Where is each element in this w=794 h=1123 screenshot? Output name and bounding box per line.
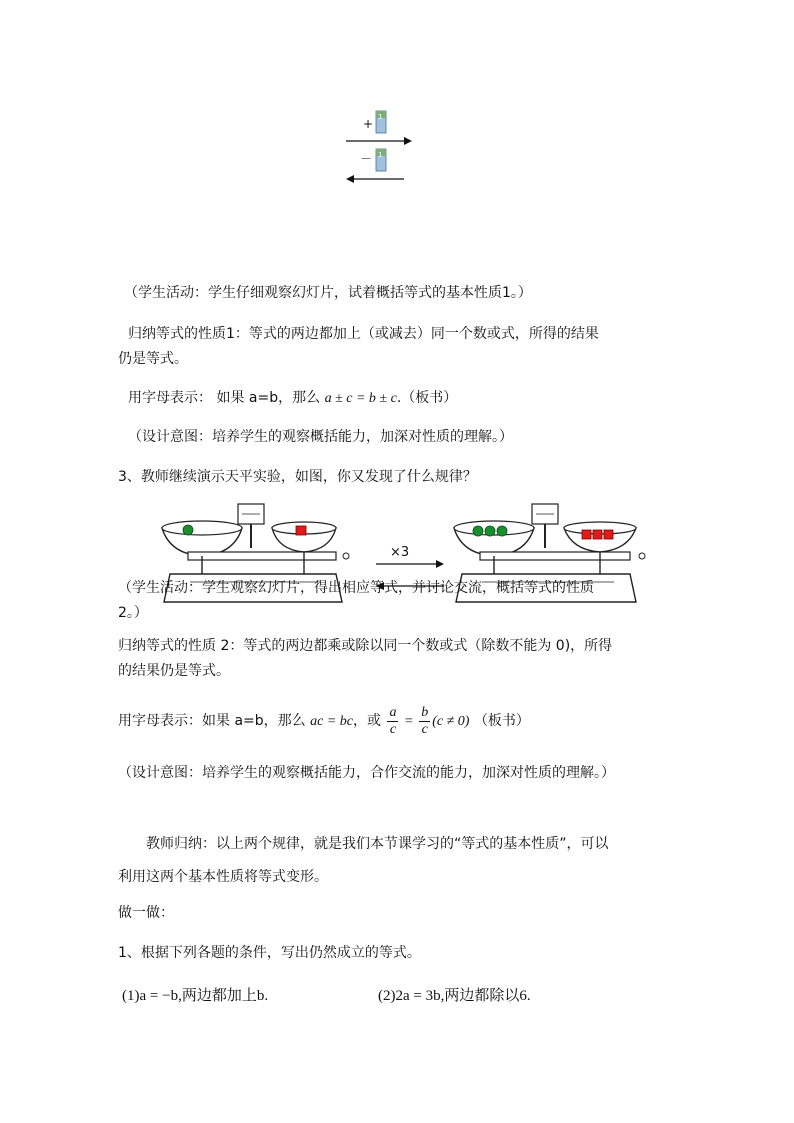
para-design-intent-2: （设计意图：培养学生的观察概括能力，合作交流的能力，加深对性质的理解。） bbox=[118, 765, 615, 781]
teacher-summary-line2: 利用这两个基本性质将等式变形。 bbox=[118, 869, 328, 885]
letter-expr-1-formula: a ± c = b ± c bbox=[324, 391, 397, 406]
property-1-line2: 仍是等式。 bbox=[118, 351, 188, 367]
times-3-label: ×3 bbox=[390, 545, 410, 560]
letter-expr-2-mid: ，或 bbox=[352, 713, 381, 729]
letter-expr-1-suffix: .（板书） bbox=[396, 390, 458, 406]
para-teacher-demo: 3、教师继续演示天平实验，如图，你又发现了什么规律？ bbox=[118, 469, 477, 485]
fraction-a-over-c: $\frac{a}{c}$ bbox=[389, 704, 397, 737]
para-property-1 bbox=[118, 322, 678, 372]
minus-label: － bbox=[360, 152, 373, 166]
green-ball-1 bbox=[473, 526, 483, 536]
para-letter-expression-1 bbox=[128, 387, 457, 407]
property-2-line1: 归纳等式的性质 2：等式的两边都乘或除以同一个数或式（除数不能为 0)，所得 bbox=[118, 638, 613, 654]
para-teacher-summary bbox=[118, 832, 678, 890]
fraction-b-over-c: $\frac{b}{c}$ bbox=[421, 704, 429, 737]
green-ball-2 bbox=[485, 526, 495, 536]
para-student-activity-1: （学生活动：学生仔细观察幻灯片，试着概括等式的基本性质1。） bbox=[124, 285, 532, 301]
svg-text:1: 1 bbox=[378, 151, 383, 159]
teacher-summary-line1: 教师归纳：以上两个规律，就是我们本节课学习的“等式的基本性质”，可以 bbox=[146, 836, 609, 852]
property-2-line2: 的结果仍是等式。 bbox=[118, 663, 230, 679]
red-block-1 bbox=[582, 530, 591, 539]
weight-icon-bottom bbox=[376, 149, 386, 171]
svg-text:1: 1 bbox=[378, 113, 383, 121]
red-block-2 bbox=[593, 530, 602, 539]
top-arrow-diagram bbox=[340, 105, 420, 185]
exercise-1: (1)a = −b,两边都加上b. bbox=[122, 988, 269, 1004]
para-try-it: 做一做： bbox=[118, 905, 174, 921]
green-ball bbox=[183, 525, 193, 535]
equals-sign: = bbox=[404, 714, 413, 729]
red-block bbox=[296, 526, 306, 535]
para-design-intent-1: （设计意图：培养学生的观察概括能力，加深对性质的理解。） bbox=[128, 429, 513, 445]
exercise-2: (2)2a = 3b,两边都除以6. bbox=[378, 988, 531, 1004]
red-block-3 bbox=[604, 530, 613, 539]
letter-expr-2-formula: ac = bc bbox=[310, 714, 353, 729]
green-ball-3 bbox=[497, 526, 507, 536]
letter-expr-2-prefix: 用字母表示：如果 a=b，那么 bbox=[118, 713, 306, 729]
para-exercise-intro: 1、根据下列各题的条件，写出仍然成立的等式。 bbox=[118, 945, 421, 961]
student-activity-2-line2: 2。） bbox=[118, 605, 148, 621]
para-letter-expression-2 bbox=[118, 703, 530, 740]
property-1-line1: 归纳等式的性质1：等式的两边都加上（或减去）同一个数或式，所得的结果 bbox=[128, 326, 599, 342]
plus-label: + bbox=[363, 117, 374, 131]
para-student-activity-2 bbox=[118, 576, 678, 626]
condition-c-not-zero: (c ≠ 0) bbox=[432, 714, 470, 729]
letter-expr-1-prefix: 用字母表示： 如果 a=b，那么 bbox=[128, 390, 321, 406]
letter-expr-2-suffix: （板书） bbox=[473, 713, 530, 729]
weight-icon-top bbox=[376, 111, 386, 133]
para-property-2 bbox=[118, 634, 678, 684]
student-activity-2-line1: （学生活动：学生观察幻灯片，得出相应等式，并讨论交流，概括等式的性质 bbox=[118, 580, 594, 596]
